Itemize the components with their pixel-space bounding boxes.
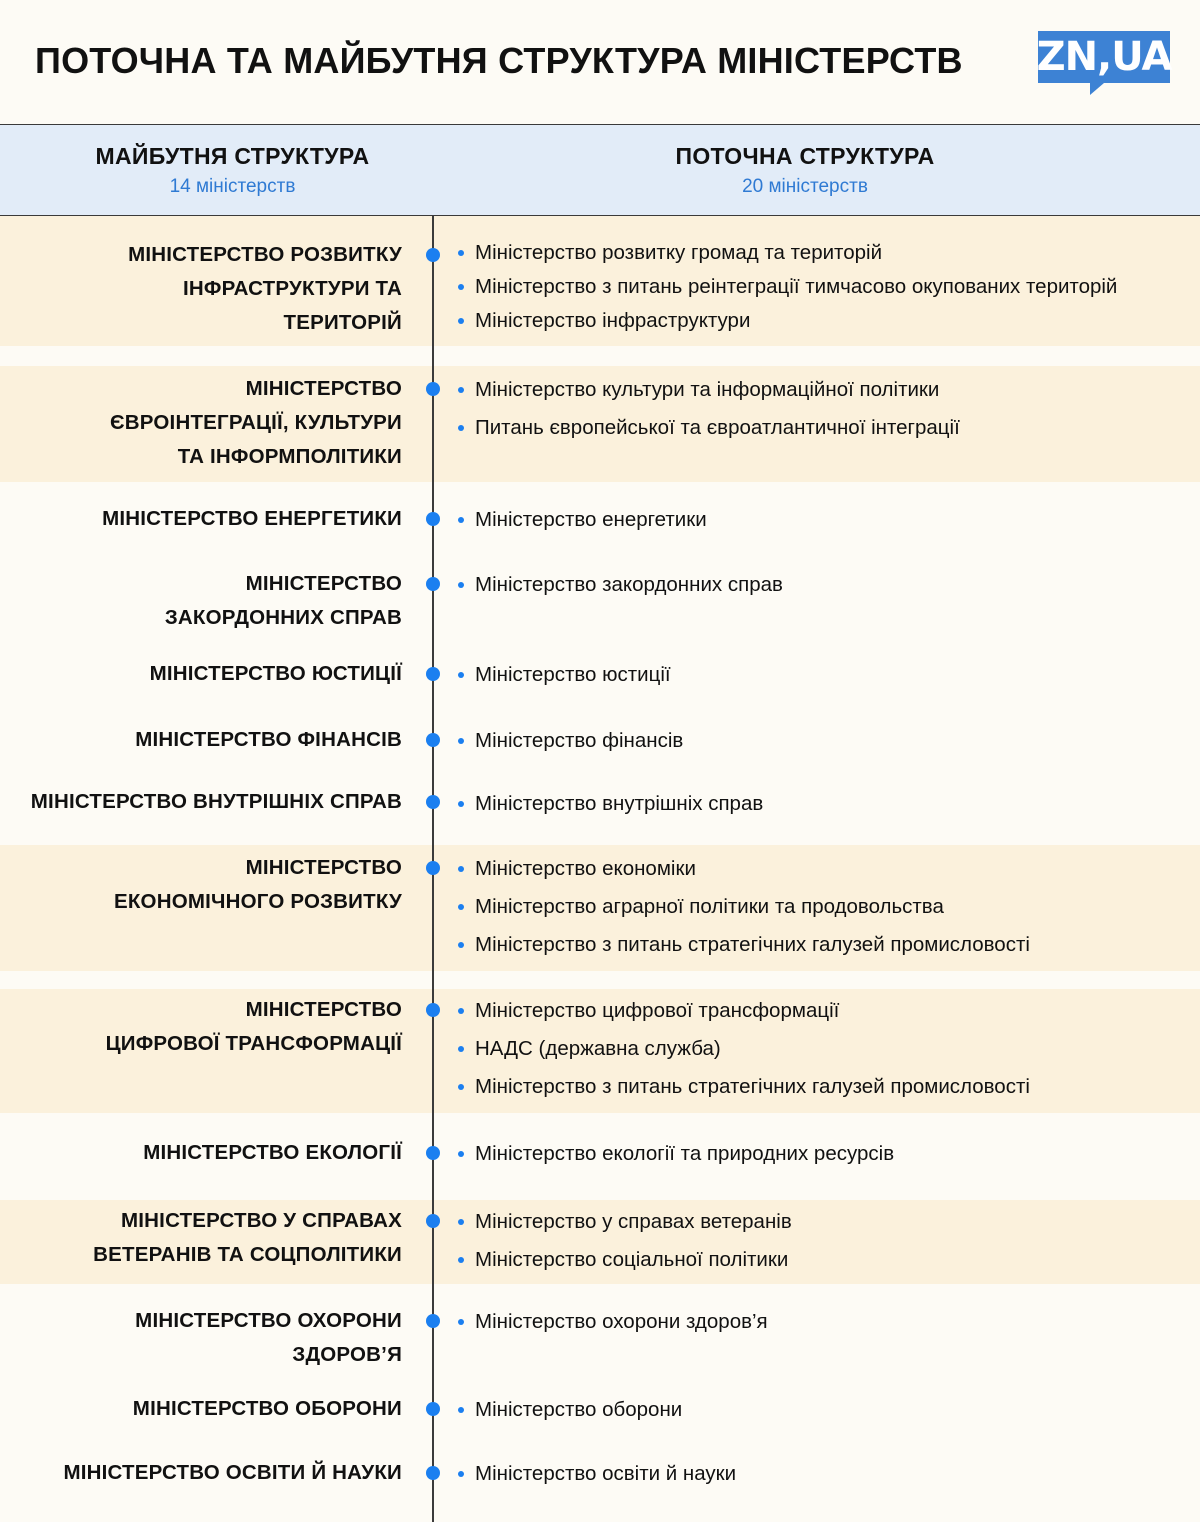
current-ministry-label: Міністерство економіки bbox=[475, 857, 696, 880]
current-ministries-list bbox=[458, 1135, 1198, 1173]
timeline-dot bbox=[426, 1466, 440, 1480]
current-ministry-item bbox=[458, 270, 1198, 304]
current-ministry-label: Міністерство енергетики bbox=[475, 508, 707, 531]
current-ministry-item bbox=[458, 1135, 1198, 1173]
future-ministry-name: МІНІСТЕРСТВО ФІНАНСІВ bbox=[135, 728, 402, 751]
bullet-icon bbox=[458, 1319, 464, 1325]
bullet-icon bbox=[458, 318, 464, 324]
current-ministry-label: Міністерство внутрішніх справ bbox=[475, 792, 764, 815]
current-ministry-label: Міністерство з питань реінтеграції тимчасово окупованих територій bbox=[475, 275, 1118, 298]
current-ministry-item bbox=[458, 501, 1198, 539]
current-ministries-list bbox=[458, 785, 1198, 823]
future-ministry-name: МІНІСТЕРСТВО ОХОРОНИ ЗДОРОВ’Я bbox=[135, 1309, 402, 1366]
timeline-dot bbox=[426, 733, 440, 747]
future-ministry-name: МІНІСТЕРСТВО ЕНЕРГЕТИКИ bbox=[102, 507, 402, 530]
bullet-icon bbox=[458, 801, 464, 807]
bullet-icon bbox=[458, 1257, 464, 1263]
current-ministries-list bbox=[458, 1303, 1198, 1341]
current-ministries-list bbox=[458, 566, 1198, 604]
bullet-icon bbox=[458, 1084, 464, 1090]
current-ministry-label: Питань європейської та євроатлантичної інтеграції bbox=[475, 416, 960, 439]
bullet-icon bbox=[458, 1471, 464, 1477]
current-ministry-item bbox=[458, 566, 1198, 604]
current-ministry-label: Міністерство з питань стратегічних галузей промисловості bbox=[475, 1075, 1030, 1098]
current-ministry-item bbox=[458, 1030, 1198, 1068]
current-ministry-item bbox=[458, 236, 1198, 270]
bullet-icon bbox=[458, 425, 464, 431]
bullet-icon bbox=[458, 1219, 464, 1225]
bullet-icon bbox=[458, 904, 464, 910]
bullet-icon bbox=[458, 387, 464, 393]
current-ministry-item bbox=[458, 722, 1198, 760]
current-ministries-list bbox=[458, 656, 1198, 694]
current-ministry-item bbox=[458, 656, 1198, 694]
bullet-icon bbox=[458, 1008, 464, 1014]
bullet-icon bbox=[458, 866, 464, 872]
future-ministry-name: МІНІСТЕРСТВО ЦИФРОВОЇ ТРАНСФОРМАЦІЇ bbox=[105, 998, 402, 1055]
current-ministry-item bbox=[458, 850, 1198, 888]
zn-ua-logo[interactable]: ZN,UA bbox=[1038, 31, 1170, 83]
timeline-dot bbox=[426, 1314, 440, 1328]
current-ministries-list bbox=[458, 1455, 1198, 1493]
current-ministry-label: Міністерство інфраструктури bbox=[475, 309, 751, 332]
current-ministries-list bbox=[458, 850, 1198, 964]
current-ministry-item bbox=[458, 785, 1198, 823]
current-ministries-list bbox=[458, 1203, 1198, 1279]
future-structure-header bbox=[40, 125, 425, 215]
bullet-icon bbox=[458, 738, 464, 744]
future-structure-count: 14 міністерств bbox=[169, 176, 296, 197]
current-ministry-item bbox=[458, 888, 1198, 926]
future-structure-title: МАЙБУТНЯ СТРУКТУРА bbox=[95, 143, 370, 169]
timeline-dot bbox=[426, 382, 440, 396]
bullet-icon bbox=[458, 250, 464, 256]
current-ministry-label: Міністерство розвитку громад та територій bbox=[475, 241, 883, 264]
current-structure-header bbox=[610, 125, 1000, 215]
current-ministries-list bbox=[458, 992, 1198, 1106]
timeline-dot bbox=[426, 577, 440, 591]
current-ministry-label: Міністерство цифрової трансформації bbox=[475, 999, 840, 1022]
timeline-dot bbox=[426, 861, 440, 875]
current-ministry-label: Міністерство юстиції bbox=[475, 663, 671, 686]
current-ministry-label: Міністерство у справах ветеранів bbox=[475, 1210, 792, 1233]
future-ministry-name: МІНІСТЕРСТВО ВНУТРІШНІХ СПРАВ bbox=[30, 790, 402, 813]
current-ministries-list bbox=[458, 501, 1198, 539]
timeline-dot bbox=[426, 795, 440, 809]
bullet-icon bbox=[458, 582, 464, 588]
current-ministries-list bbox=[458, 1391, 1198, 1429]
timeline-dot bbox=[426, 248, 440, 262]
future-ministry-name: МІНІСТЕРСТВО ЗАКОРДОННИХ СПРАВ bbox=[164, 572, 402, 629]
current-ministry-label: Міністерство освіти й науки bbox=[475, 1462, 737, 1485]
current-ministries-list bbox=[458, 722, 1198, 760]
current-ministry-item bbox=[458, 1391, 1198, 1429]
current-ministry-item bbox=[458, 992, 1198, 1030]
current-ministry-item bbox=[458, 371, 1198, 409]
page-header bbox=[0, 0, 1200, 124]
current-ministry-item bbox=[458, 409, 1198, 447]
future-ministry-name: МІНІСТЕРСТВО ЕКОЛОГІЇ bbox=[143, 1141, 402, 1164]
timeline-dot bbox=[426, 667, 440, 681]
bullet-icon bbox=[458, 1046, 464, 1052]
logo-speech-tail bbox=[1090, 83, 1104, 95]
current-ministry-label: Міністерство аграрної політики та продовольства bbox=[475, 895, 944, 918]
future-ministry-name: МІНІСТЕРСТВО ЕКОНОМІЧНОГО РОЗВИТКУ bbox=[113, 856, 402, 913]
current-ministries-list bbox=[458, 236, 1198, 338]
current-ministry-item bbox=[458, 1068, 1198, 1106]
bullet-icon bbox=[458, 1151, 464, 1157]
future-ministry-name: МІНІСТЕРСТВО ОСВІТИ Й НАУКИ bbox=[63, 1461, 402, 1484]
current-ministry-label: Міністерство фінансів bbox=[475, 729, 684, 752]
current-ministry-label: Міністерство культури та інформаційної політики bbox=[475, 378, 940, 401]
current-structure-title: ПОТОЧНА СТРУКТУРА bbox=[675, 143, 935, 169]
columns-header bbox=[0, 124, 1200, 216]
current-structure-count: 20 міністерств bbox=[742, 176, 868, 197]
current-ministries-list bbox=[458, 371, 1198, 447]
bullet-icon bbox=[458, 942, 464, 948]
current-ministry-label: Міністерство оборони bbox=[475, 1398, 683, 1421]
current-ministry-item bbox=[458, 1455, 1198, 1493]
timeline-dot bbox=[426, 1003, 440, 1017]
bullet-icon bbox=[458, 517, 464, 523]
timeline-dot bbox=[426, 512, 440, 526]
current-ministry-item bbox=[458, 926, 1198, 964]
bullet-icon bbox=[458, 1407, 464, 1413]
future-ministry-name: МІНІСТЕРСТВО ЮСТИЦІЇ bbox=[149, 662, 402, 685]
current-ministry-item bbox=[458, 1203, 1198, 1241]
current-ministry-item bbox=[458, 1303, 1198, 1341]
bullet-icon bbox=[458, 672, 464, 678]
timeline-dot bbox=[426, 1214, 440, 1228]
current-ministry-item bbox=[458, 304, 1198, 338]
current-ministry-label: Міністерство охорони здоров’я bbox=[475, 1310, 768, 1333]
timeline-dot bbox=[426, 1402, 440, 1416]
current-ministry-label: НАДС (державна служба) bbox=[475, 1037, 721, 1060]
current-ministry-label: Міністерство соціальної політики bbox=[475, 1248, 789, 1271]
bullet-icon bbox=[458, 284, 464, 290]
timeline-dot bbox=[426, 1146, 440, 1160]
current-ministry-label: Міністерство закордонних справ bbox=[475, 573, 783, 596]
page-title: ПОТОЧНА ТА МАЙБУТНЯ СТРУКТУРА МІНІСТЕРСТВ bbox=[35, 40, 963, 81]
future-ministry-name: МІНІСТЕРСТВО У СПРАВАХ ВЕТЕРАНІВ ТА СОЦПОЛІТИКИ bbox=[93, 1209, 402, 1266]
current-ministry-label: Міністерство екології та природних ресурсів bbox=[475, 1142, 895, 1165]
future-ministry-name: МІНІСТЕРСТВО ОБОРОНИ bbox=[132, 1397, 402, 1420]
future-ministry-name: МІНІСТЕРСТВО РОЗВИТКУ ІНФРАСТРУКТУРИ ТА ТЕРИТОРІЙ bbox=[128, 243, 402, 334]
current-ministry-item bbox=[458, 1241, 1198, 1279]
current-ministry-label: Міністерство з питань стратегічних галузей промисловості bbox=[475, 933, 1030, 956]
future-ministry-name: МІНІСТЕРСТВО ЄВРОІНТЕГРАЦІЇ, КУЛЬТУРИ ТА ІНФОРМПОЛІТИКИ bbox=[110, 377, 402, 468]
